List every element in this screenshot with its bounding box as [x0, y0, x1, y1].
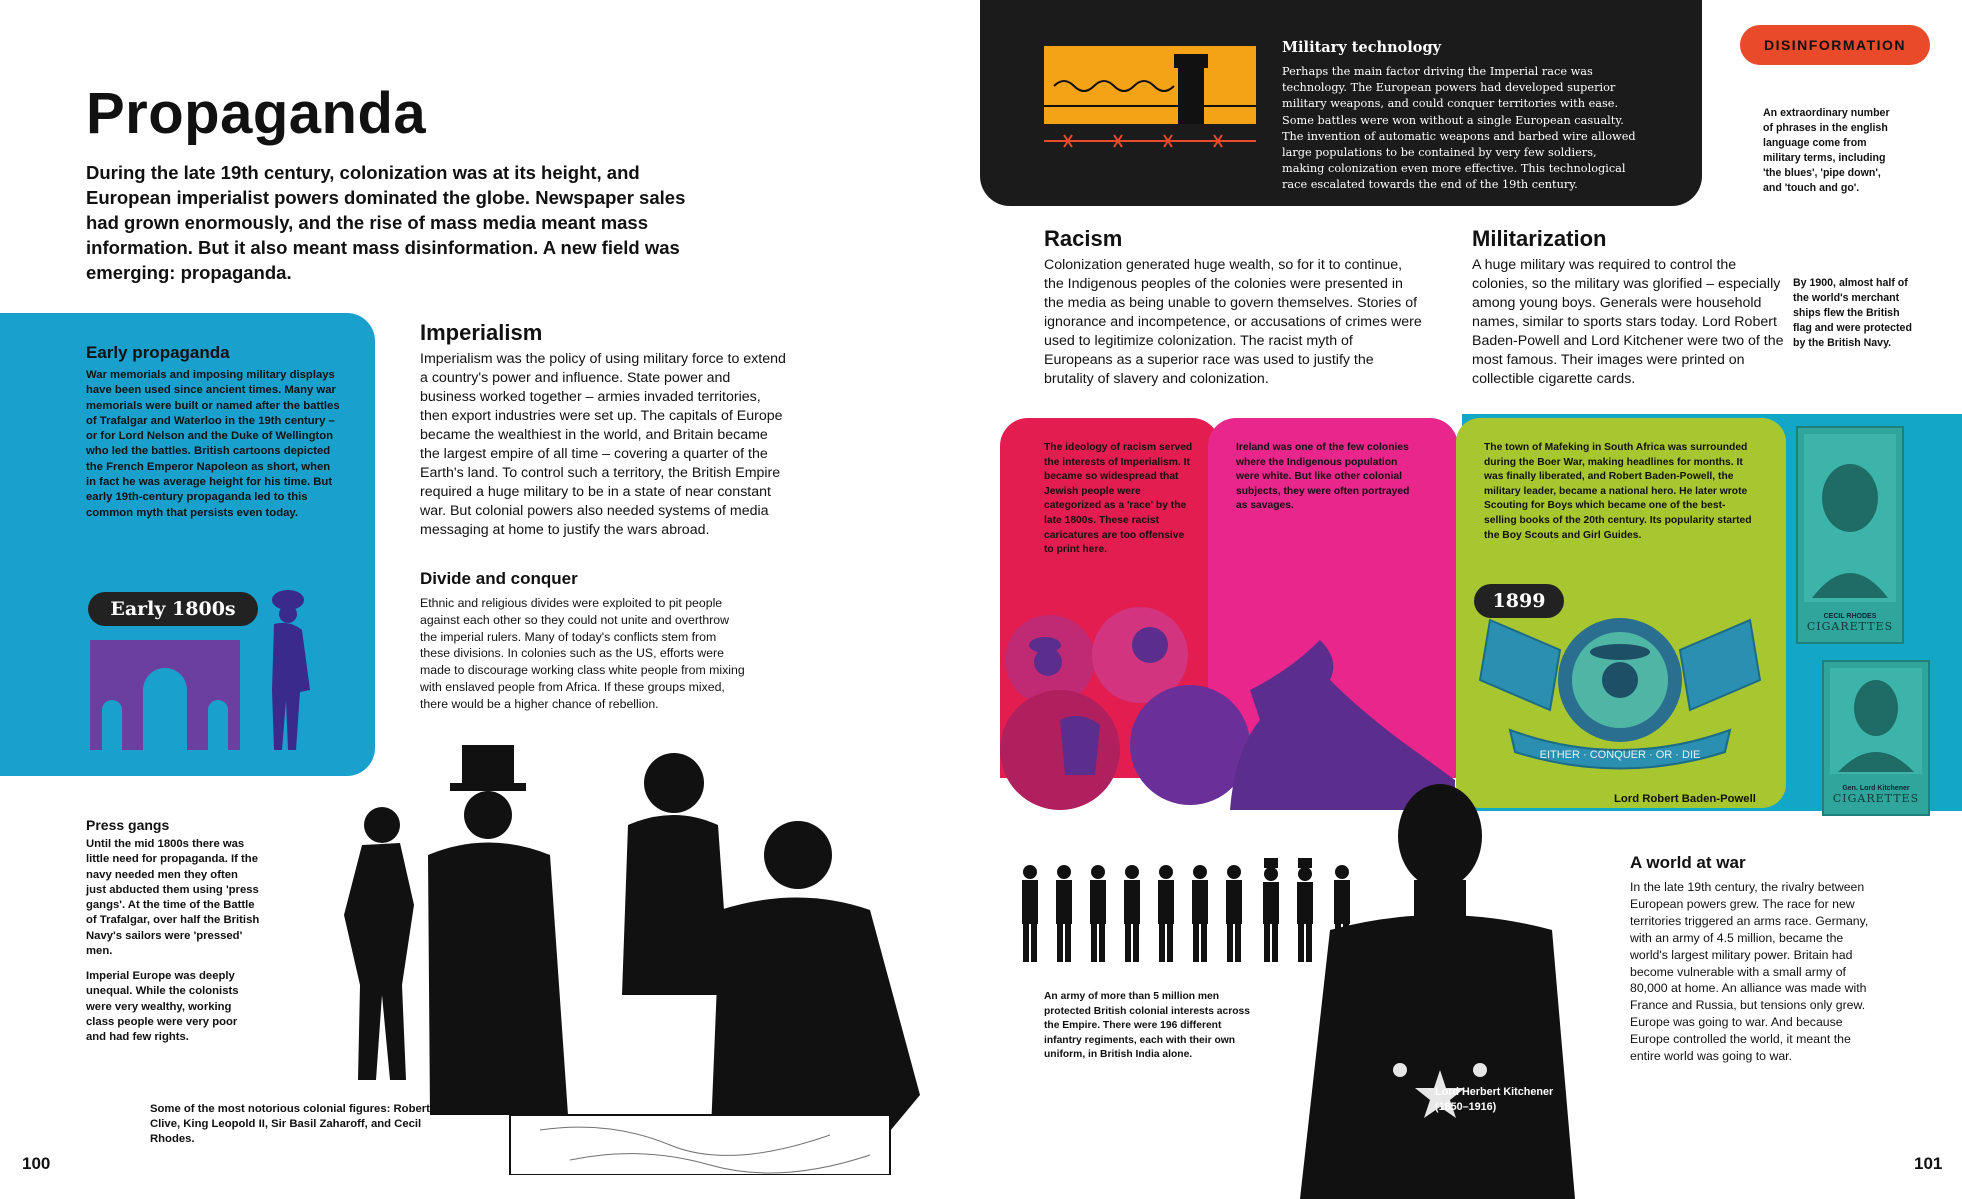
- page-number-left: 100: [22, 1154, 51, 1173]
- army-note: An army of more than 5 million men protected British colonial interests across the Empire. There were 196 different infantry regiments, each with their own uniform, in British India alone.: [1044, 991, 1250, 1061]
- crest-banner-text: EITHER · CONQUER · OR · DIE: [1539, 749, 1701, 761]
- top-hat-icon: [462, 745, 514, 787]
- divide-conquer-heading: Divide and conquer: [420, 569, 578, 588]
- ireland-panel-text: Ireland was one of the few colonies where the Indigenous population were white. But like other colonial subjects, they were often portrayed as savages.: [1236, 442, 1410, 512]
- page-title: Propaganda: [86, 81, 427, 146]
- card-rhodes-label: CIGARETTES: [1806, 620, 1894, 633]
- early-propaganda-heading: Early propaganda: [86, 343, 230, 362]
- military-technology-heading: Military technology: [1282, 39, 1442, 56]
- world-at-war-heading: A world at war: [1630, 853, 1746, 872]
- card-kitchener-name: Gen. Lord Kitchener: [1842, 785, 1910, 792]
- arch-napoleon-illustration: [88, 580, 328, 770]
- merchant-ships-note: By 1900, almost half of the world's merchant ships flew the British flag and were protected by the British Navy.: [1793, 277, 1912, 349]
- racism-heading: Racism: [1044, 226, 1123, 251]
- figure-clive-icon: [364, 807, 400, 843]
- disinformation-badge: DISINFORMATION: [1740, 25, 1930, 65]
- year-1899-badge: 1899: [1474, 584, 1564, 618]
- figure-zaharoff-icon: [644, 753, 704, 813]
- watchtower-icon: [1174, 54, 1208, 68]
- press-gangs-heading: Press gangs: [86, 817, 170, 833]
- page-number-right: 101: [1914, 1154, 1943, 1173]
- unequal-text: Imperial Europe was deeply unequal. While the colonists were very wealthy, working class people were very poor and had few rights.: [86, 970, 239, 1044]
- card-rhodes-name: CECIL RHODES: [1823, 613, 1877, 620]
- racism-panel-text: The ideology of racism served the interests of Imperialism. It became so widespread that Jewish people were categorized as a 'race' by the late 1800s. These racist caricatures are too offensive to print here.: [1044, 442, 1193, 556]
- racism-text: Colonization generated huge wealth, so for it to continue, the Indigenous peoples of the colonies were presented in the media as being unable to govern themselves. Stories of ignorance and incompetence, or accusations of crimes were used to legitimize colonization. The racist myth of Europeans as a superior race was used to justify the brutality of slavery and colonization.: [1044, 257, 1422, 387]
- kitchener-caption: Lord Herbert Kitchener (1850–1916): [1435, 1086, 1554, 1113]
- press-gangs-text: Until the mid 1800s there was little need for propaganda. If the navy needed men they often just abducted them using 'press gangs'. At the time of the Battle of Trafalgar, over half the British Navy's sailors were 'pressed' men.: [86, 838, 260, 958]
- kitchener-icon: [1398, 784, 1482, 888]
- figures-caption: Some of the most notorious colonial figures: Robert Clive, King Leopold II, Sir Basil Zaharoff, and Cecil Rhodes.: [150, 1103, 430, 1145]
- watchtower-illustration: [1044, 46, 1256, 156]
- card-kitchener-label: CIGARETTES: [1832, 792, 1920, 805]
- early-1800s-badge: Early 1800s: [88, 592, 258, 626]
- map-icon: [510, 1115, 890, 1175]
- figure-rhodes-icon: [764, 821, 832, 889]
- figure-leopold-icon: [428, 843, 568, 1116]
- military-technology-text: Perhaps the main factor driving the Imperial race was technology. The European powers had developed superior military weapons, and could conquer territories with ease. Some battles were won without a single European casualty. The invention of automatic weapons and barbed wire allowed large populations to be contained by very few soldiers, making colonization even more effective. This technological race escalated towards the end of the 19th century.: [1282, 65, 1636, 192]
- militarization-text: A huge military was required to control the colonies, so the military was glorified – especially among young boys. Generals were household names, similar to sports stars today. Lord Robert Baden-Powell and Lord Kitchener were two of the most famous. Their images were printed on collectible cigarette cards.: [1472, 257, 1784, 387]
- kitchener-card-portrait-icon: [1824, 662, 1928, 780]
- mafeking-panel-text: The town of Mafeking in South Africa was surrounded during the Boer War, making headlines for months. It was finally liberated, and Robert Baden-Powell, the military leader, became a national hero. He later wrote Scouting for Boys which became one of the best-selling books of the 20th century. Its popularity started the Boy Scouts and Girl Guides.: [1484, 442, 1752, 541]
- soldier-icon: [1022, 865, 1038, 962]
- baden-powell-caption: Lord Robert Baden-Powell: [1614, 793, 1756, 805]
- early-propaganda-text: War memorials and imposing military displays have been used since ancient times. Many war memorials were built or named after the battles of Trafalgar and Waterloo in the 19th century – or for Lord Nelson and the Duke of Wellington who led the battles. British cartoons depicted the French Emperor Napoleon as short, when in fact he was average height for his time. But early 19th-century propaganda led to this common myth that persists even today.: [86, 369, 340, 519]
- militarization-heading: Militarization: [1472, 226, 1607, 251]
- imperialism-text: Imperialism was the policy of using military force to extend a country's power and influence. State power and business worked together – armies invaded territories, then export industries were set up. The capitals of Europe became the wealthiest in the world, and Britain became the largest empire of all time – covering a quarter of the Earth's land. To control such a territory, the British Empire required a huge military to be in a state of near constant war. But colonial powers also needed systems of media messaging at home to justify the wars abroad.: [420, 351, 786, 538]
- world-at-war-text: In the late 19th century, the rivalry between European powers grew. The race for new territories triggered an arms race. Germany, with an army of 4.5 million, became the world's largest military power. Britain had become vulnerable with a small army of 80,000 at home. An alliance was made with France and Russia, but tensions only grew. Europe was going to war. And because Europe controlled the world, it meant the entire world was going to war.: [1630, 880, 1869, 1064]
- imperialism-heading: Imperialism: [420, 320, 543, 345]
- divide-conquer-text: Ethnic and religious divides were exploited to pit people against each other so they could not unite and overthrow the imperial rulers. Many of today's conflicts stem from these divisions. In colonies such as the US, efforts were made to discourage working class white people from mixing with enslaved people from Africa. If these groups mixed, there would be a higher chance of rebellion.: [420, 596, 745, 711]
- cigarette-card-kitchener: [1822, 660, 1930, 816]
- intro-paragraph: During the late 19th century, colonization was at its height, and European imperialist powers dominated the globe. Newspaper sales had grown enormously, and the rise of mass media meant mass information. But it also meant mass disinformation. A new field was emerging: propaganda.: [86, 162, 686, 283]
- cigarette-card-rhodes: [1796, 426, 1904, 644]
- rhodes-portrait-icon: [1798, 428, 1902, 608]
- kitchener-illustration: [1290, 770, 1580, 1199]
- phrases-note: An extraordinary number of phrases in the english language come from military terms, including 'the blues', 'pipe down', and 'touch and go'.: [1763, 107, 1890, 194]
